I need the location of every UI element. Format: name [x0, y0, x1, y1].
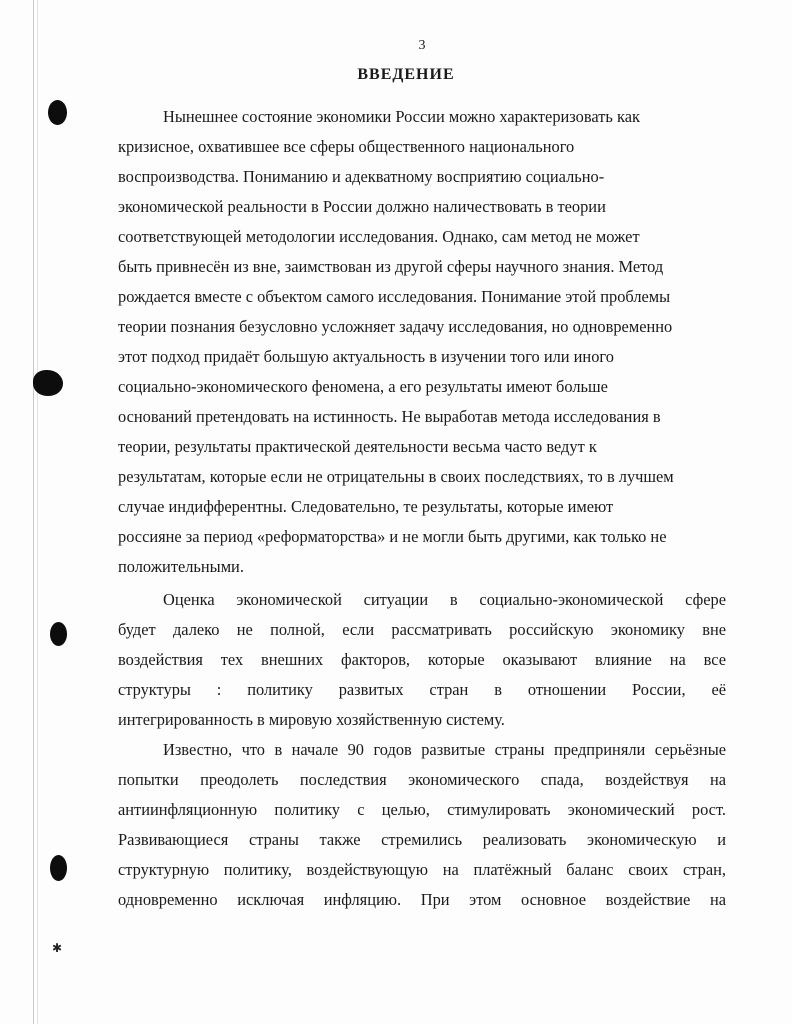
paragraph-line: Оценка экономической ситуации в социально-экономической сфере: [163, 590, 726, 609]
paragraph-line: теории, результаты практической деятельности весьма часто ведут к: [118, 437, 597, 456]
paragraph-line: этот подход придаёт большую актуальность в изучении того или иного: [118, 347, 614, 366]
paragraph-line: воспроизводства. Пониманию и адекватному восприятию социально-: [118, 167, 605, 186]
scan-speck: ✱: [52, 941, 63, 955]
paragraph-line: экономической реальности в России должно наличествовать в теории: [118, 197, 606, 216]
page-number: 3: [418, 38, 426, 53]
punch-hole: [50, 855, 67, 881]
punch-hole: [50, 622, 67, 646]
paragraph-line: результатам, которые если не отрицательны в своих последствиях, то в лучшем: [118, 467, 674, 486]
paragraph-line: одновременно исключая инфляцию. При этом основное воздействие на: [118, 890, 726, 909]
page-title: ВВЕДЕНИЕ: [357, 66, 455, 83]
paragraph-line: воздействия тех внешних факторов, которые оказывают влияние на все: [118, 650, 726, 669]
paragraph-line: интегрированность в мировую хозяйственную систему.: [118, 710, 505, 729]
punch-hole: [33, 370, 63, 396]
paragraph-line: россияне за период «реформаторства» и не могли быть другими, как только не: [118, 527, 667, 546]
paragraph-line: быть привнесён из вне, заимствован из другой сферы научного знания. Метод: [118, 257, 664, 276]
paragraph-line: положительными.: [118, 557, 244, 576]
paragraph-line: рождается вместе с объектом самого исследования. Понимание этой проблемы: [118, 287, 671, 306]
paragraph-line: социально-экономического феномена, а его результаты имеют больше: [118, 377, 608, 396]
paragraph-line: будет далеко не полной, если рассматривать российскую экономику вне: [118, 620, 726, 639]
paragraph-line: Развивающиеся страны также стремились реализовать экономическую и: [118, 830, 726, 849]
paragraph-line: кризисное, охватившее все сферы общественного национального: [118, 137, 575, 156]
paragraph-line: антиинфляционную политику с целью, стимулировать экономический рост.: [118, 800, 726, 819]
paragraph-line: оснований претендовать на истинность. Не выработав метода исследования в: [118, 407, 661, 426]
paragraph-line: случае индифферентны. Следовательно, те результаты, которые имеют: [118, 497, 614, 516]
paragraph-line: Нынешнее состояние экономики России можно характеризовать как: [163, 107, 640, 126]
paragraph-line: теории познания безусловно усложняет задачу исследования, но одновременно: [118, 317, 673, 336]
paragraph-line: структуры : политику развитых стран в отношении России, её: [118, 680, 726, 699]
paragraph-line: соответствующей методологии исследования. Однако, сам метод не может: [118, 227, 640, 246]
scan-edge-line: [33, 0, 34, 1024]
scan-edge-line: [37, 0, 38, 1024]
paragraph-line: структурную политику, воздействующую на платёжный баланс своих стран,: [118, 860, 726, 879]
paragraph-line: Известно, что в начале 90 годов развитые страны предприняли серьёзные: [163, 740, 726, 759]
punch-hole: [48, 100, 67, 125]
paragraph-line: попытки преодолеть последствия экономического спада, воздействуя на: [118, 770, 726, 789]
